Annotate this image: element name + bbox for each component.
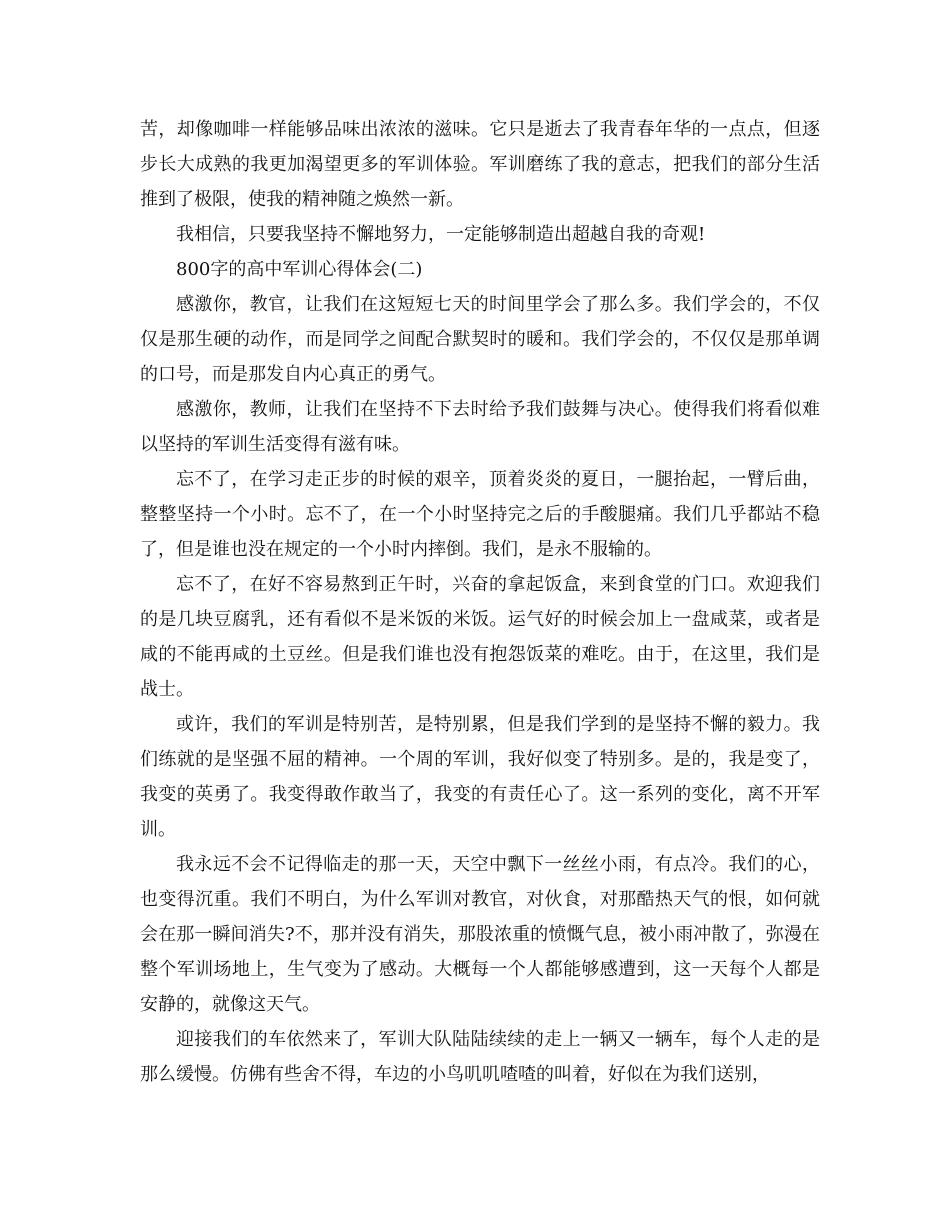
paragraph-thanks-teacher: 感激你，教师，让我们在坚持不下去时给予我们鼓舞与决心。使得我们将看似难以坚持的军训生活变得有滋有味。 [140, 399, 820, 455]
paragraph-continued: 苦，却像咖啡一样能够品味出浓浓的滋味。它只是逝去了我青春年华的一点点，但逐步长大成熟的我更加渴望更多的军训体验。军训磨练了我的意志，把我们的部分生活推到了极限，使我的精神随之焕然一新。 [140, 119, 820, 210]
paragraph-lunch: 忘不了，在好不容易熬到正午时，兴奋的拿起饭盒，来到食堂的门口。欢迎我们的是几块豆腐乳，还有看似不是米饭的米饭。运气好的时候会加上一盘咸菜，或者是咸的不能再咸的土豆丝。但是我们谁也没有抱怨饭菜的难吃。由于，在这里，我们是战士。 [140, 574, 820, 700]
paragraph-thanks-instructor: 感激你，教官，让我们在这短短七天的时间里学会了那么多。我们学会的，不仅仅是那生硬的动作，而是同学之间配合默契时的暖和。我们学会的，不仅仅是那单调的口号，而是那发自内心真正的勇气。 [140, 294, 820, 385]
document-body [140, 112, 820, 1092]
paragraph-perseverance: 或许，我们的军训是特别苦，是特别累，但是我们学到的是坚持不懈的毅力。我们练就的是坚强不屈的精神。一个周的军训，我好似变了特别多。是的，我是变了，我变的英勇了。我变得敢作敢当了，我变的有责任心了。这一系列的变化，离不开军训。 [140, 714, 820, 840]
paragraph-belief: 我相信，只要我坚持不懈地努力，一定能够制造出超越自我的奇观! [176, 224, 706, 245]
section-heading: 800字的高中军训心得体会(二) [176, 259, 423, 280]
paragraph-last-day: 我永远不会不记得临走的那一天，天空中飘下一丝丝小雨，有点冷。我们的心，也变得沉重。我们不明白，为什么军训对教官，对伙食，对那酷热天气的恨，如何就会在那一瞬间消失?不，那并没有消失，那股浓重的愤慨气息，被小雨冲散了，弥漫在整个军训场地上，生气变为了感动。大概每一个人都能够感遭到，这一天每个人都是安静的，就像这天气。 [140, 854, 820, 1015]
paragraph-marching: 忘不了，在学习走正步的时候的艰辛，顶着炎炎的夏日，一腿抬起，一臂后曲，整整坚持一个小时。忘不了，在一个小时坚持完之后的手酸腿痛。我们几乎都站不稳了，但是谁也没在规定的一个小时内摔倒。我们，是永不服输的。 [140, 469, 820, 560]
paragraph-departure: 迎接我们的车依然来了，军训大队陆陆续续的走上一辆又一辆车，每个人走的是那么缓慢。仿佛有些舍不得，车边的小鸟叽叽喳喳的叫着，好似在为我们送别， [140, 1029, 820, 1085]
